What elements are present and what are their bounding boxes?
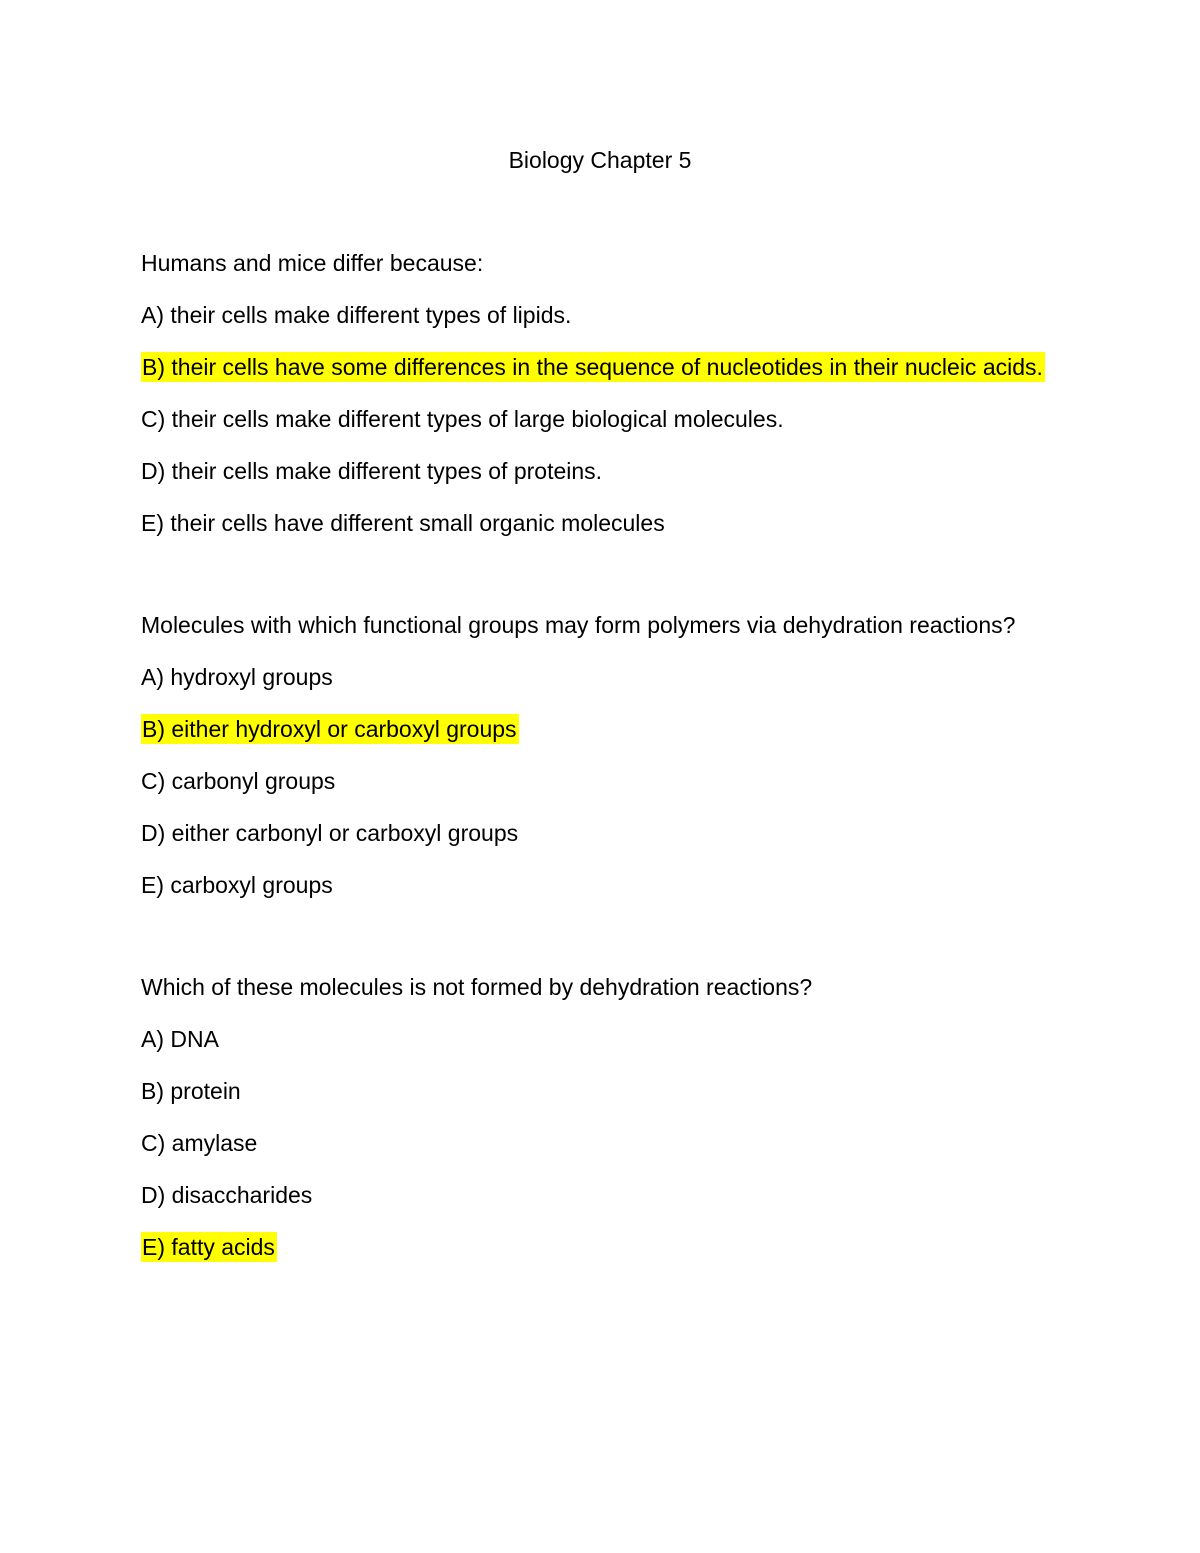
answer-option-d <box>141 1177 1071 1213</box>
answer-option-c <box>141 401 1071 437</box>
answer-option-b-highlighted <box>141 349 1071 385</box>
answer-option-e-highlighted <box>141 1229 1071 1265</box>
option-text: A) their cells make different types of lipids. <box>141 302 572 328</box>
answer-option-e <box>141 505 1071 541</box>
option-text: B) their cells have some differences in the sequence of nucleotides in their nucleic acids. <box>142 354 1043 380</box>
answer-option-e <box>141 867 1071 903</box>
option-text: D) disaccharides <box>141 1182 313 1208</box>
question-prompt: Molecules with which functional groups may form polymers via dehydration reactions? <box>141 612 1016 638</box>
question-3 <box>141 969 1071 1265</box>
spacer <box>141 919 1071 969</box>
answer-option-c <box>141 1125 1071 1161</box>
answer-option-a <box>141 297 1071 333</box>
option-text: B) protein <box>141 1078 241 1104</box>
option-text: C) amylase <box>141 1130 258 1156</box>
question-prompt: Humans and mice differ because: <box>141 250 484 276</box>
answer-option-a <box>141 659 1071 695</box>
option-text: D) their cells make different types of proteins. <box>141 458 603 484</box>
question-prompt: Which of these molecules is not formed by dehydration reactions? <box>141 974 813 1000</box>
option-text: E) their cells have different small organic molecules <box>141 510 665 536</box>
option-text: B) either hydroxyl or carboxyl groups <box>142 716 517 742</box>
answer-option-d <box>141 453 1071 489</box>
answer-option-a <box>141 1021 1071 1057</box>
spacer <box>141 557 1071 607</box>
document-body <box>141 245 1071 1281</box>
page-title: Biology Chapter 5 <box>508 147 692 173</box>
question-2 <box>141 607 1071 903</box>
option-text: A) hydroxyl groups <box>141 664 333 690</box>
answer-option-b <box>141 1073 1071 1109</box>
answer-option-b-highlighted <box>141 711 1071 747</box>
option-text: D) either carbonyl or carboxyl groups <box>141 820 519 846</box>
option-text: C) carbonyl groups <box>141 768 336 794</box>
question-1 <box>141 245 1071 541</box>
option-text: E) fatty acids <box>142 1234 275 1260</box>
option-text: A) DNA <box>141 1026 219 1052</box>
option-text: E) carboxyl groups <box>141 872 333 898</box>
answer-option-c <box>141 763 1071 799</box>
option-text: C) their cells make different types of large biological molecules. <box>141 406 784 432</box>
answer-option-d <box>141 815 1071 851</box>
